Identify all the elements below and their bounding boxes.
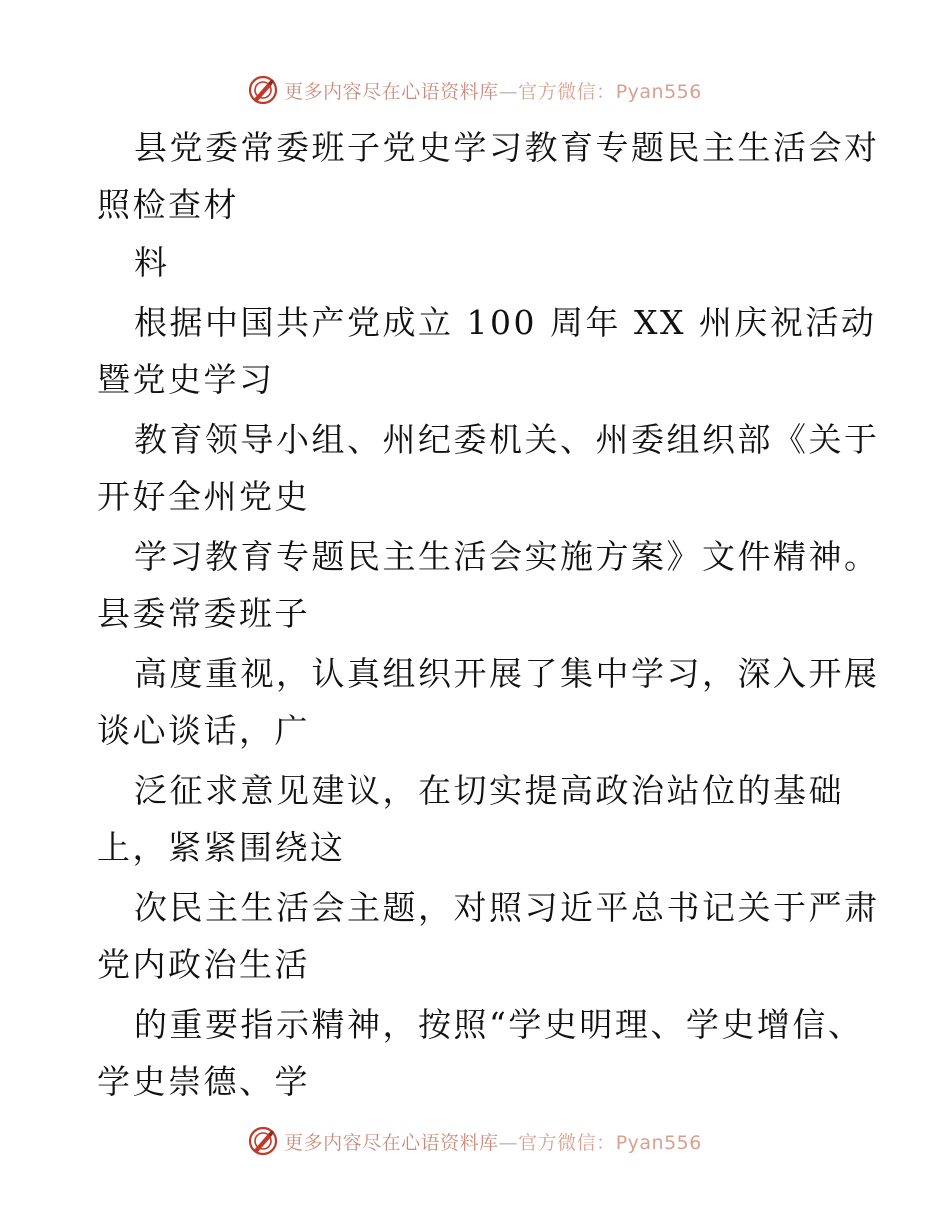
body-line: 开好全州党史 [97,477,310,516]
body-line: 谈心谈话，广 [97,711,310,750]
body-line: 上，紧紧围绕这 [97,828,346,867]
body-line: 高度重视，认真组织开展了集中学习，深入开展 [134,654,880,693]
body-line: 次民主生活会主题，对照习近平总书记关于严肃 [134,888,880,927]
watermark-text [284,77,702,104]
body-line: 料 [134,243,170,282]
watermark-dash: — [498,80,519,103]
body-line: 的重要指示精神，按照“学史明理、学史增信、 [134,1005,864,1044]
body-line: 县委常委班子 [97,594,310,633]
body-line: 党内政治生活 [97,945,310,984]
body-line: 暨党史学习 [97,360,275,399]
watermark-contact-label: 官方微信： [518,80,616,103]
watermark-contact-id: Pyan556 [615,80,702,103]
watermark-text [284,1128,702,1155]
body-line: 泛征求意见建议，在切实提高政治站位的基础 [134,771,844,810]
body-line: 教育领导小组、州纪委机关、州委组织部《关于 [134,420,880,459]
watermark-contact-id: Pyan556 [615,1131,702,1154]
watermark-title: 更多内容尽在心语资料库 [284,1131,499,1154]
watermark-contact-label: 官方微信： [518,1131,616,1154]
footer-watermark [0,1121,950,1161]
body-line: 照检查材 [97,185,239,224]
watermark-title: 更多内容尽在心语资料库 [284,80,499,103]
body-line: 县党委常委班子党史学习教育专题民主生活会对 [134,128,880,167]
body-line: 学习教育专题民主生活会实施方案》文件精神。 [134,537,880,576]
pen-logo-icon [248,75,278,105]
watermark-dash: — [498,1131,519,1154]
body-line: 学史崇德、学 [97,1062,310,1101]
pen-logo-icon [248,1126,278,1156]
header-watermark [0,70,950,110]
body-line: 根据中国共产党成立 100 周年 XX 州庆祝活动 [134,303,877,342]
